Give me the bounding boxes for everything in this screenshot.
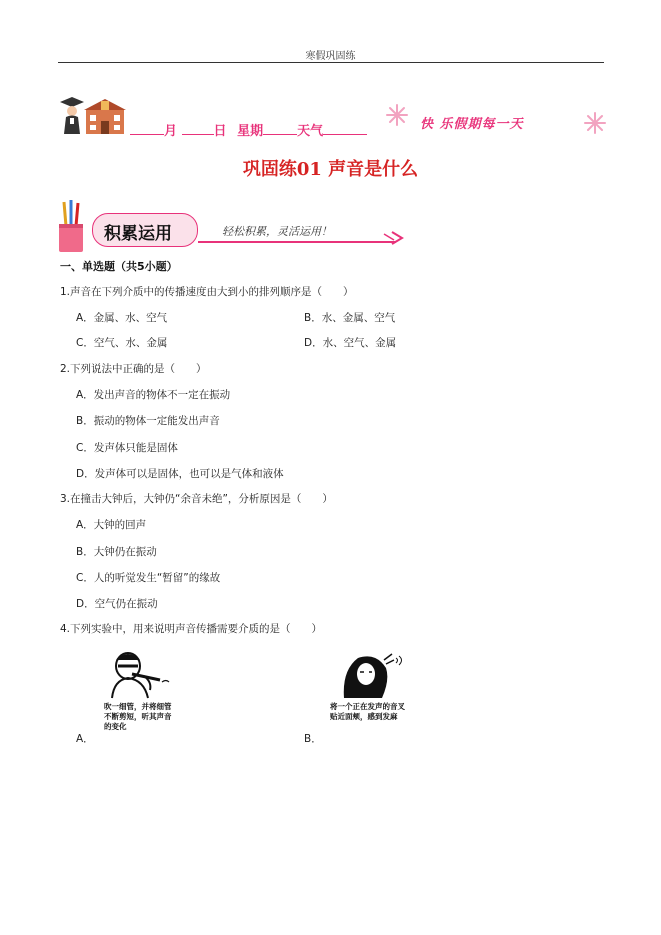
- option-2c[interactable]: C．发声体只能是固体: [76, 442, 178, 454]
- day-blank: [182, 122, 214, 135]
- option-1b[interactable]: B．水、金属、空气: [304, 312, 396, 324]
- weather-label: 天气: [297, 124, 324, 139]
- arrow-icon: [196, 226, 406, 246]
- question-4: 4.下列实验中，用来说明声音传播需要介质的是（ ）: [60, 623, 323, 635]
- banner-slogan: 轻松积累，灵活运用！: [222, 225, 332, 238]
- option-1a[interactable]: A．金属、水、空气: [76, 312, 168, 324]
- section-heading: 一、单选题（共5小题）: [60, 260, 178, 273]
- month-label: 月: [164, 124, 178, 139]
- question-2: 2.下列说法中正确的是（ ）: [60, 363, 207, 375]
- date-line: [130, 120, 367, 139]
- option-3a[interactable]: A．大钟的回声: [76, 519, 147, 531]
- month-blank: [130, 122, 164, 135]
- school-icon: [84, 99, 126, 134]
- option-4a[interactable]: A．: [76, 733, 94, 745]
- graduate-school-icon: [56, 96, 128, 136]
- day-label: 日: [213, 124, 227, 139]
- tuning-fork-illustration: [336, 650, 406, 700]
- option-1c[interactable]: C．空气、水、金属: [76, 337, 168, 349]
- pencil-cup-icon: [56, 200, 86, 254]
- graduate-icon: [60, 97, 84, 134]
- page-title: 巩固练01 声音是什么: [242, 159, 419, 180]
- snowflake-icon: [584, 112, 606, 134]
- caption-b: 将一个正在发声的音叉贴近面颊，感到发麻: [330, 702, 405, 721]
- option-2d[interactable]: D．发声体可以是固体，也可以是气体和液体: [76, 468, 284, 480]
- option-2a[interactable]: A．发出声音的物体不一定在振动: [76, 389, 231, 401]
- question-1: 1.声音在下列介质中的传播速度由大到小的排列顺序是（ ）: [60, 286, 354, 298]
- weather-blank: [323, 122, 367, 135]
- header-divider: [58, 62, 604, 63]
- option-3b[interactable]: B．大钟仍在振动: [76, 546, 157, 558]
- page-header: 寒假巩固练: [305, 51, 356, 62]
- option-2b[interactable]: B．振动的物体一定能发出声音: [76, 415, 220, 427]
- weekday-label: 星期: [237, 124, 264, 139]
- option-1d[interactable]: D．水、空气、金属: [304, 337, 397, 349]
- snowflake-icon: [386, 104, 408, 126]
- motto-text: 快 乐假期每一天: [420, 117, 524, 132]
- option-3d[interactable]: D．空气仍在振动: [76, 598, 158, 610]
- question-3: 3.在撞击大钟后，大钟仍“余音未绝”，分析原因是（ ）: [60, 493, 333, 505]
- option-4b[interactable]: B．: [304, 733, 322, 745]
- banner-label: 积累运用: [104, 224, 172, 244]
- caption-a: 吹一细管，并将细管不断剪短，听其声音的变化: [104, 702, 172, 731]
- weekday-blank: [263, 122, 297, 135]
- tube-experiment-illustration: [104, 646, 172, 700]
- option-3c[interactable]: C．人的听觉发生“暂留”的缘故: [76, 572, 221, 584]
